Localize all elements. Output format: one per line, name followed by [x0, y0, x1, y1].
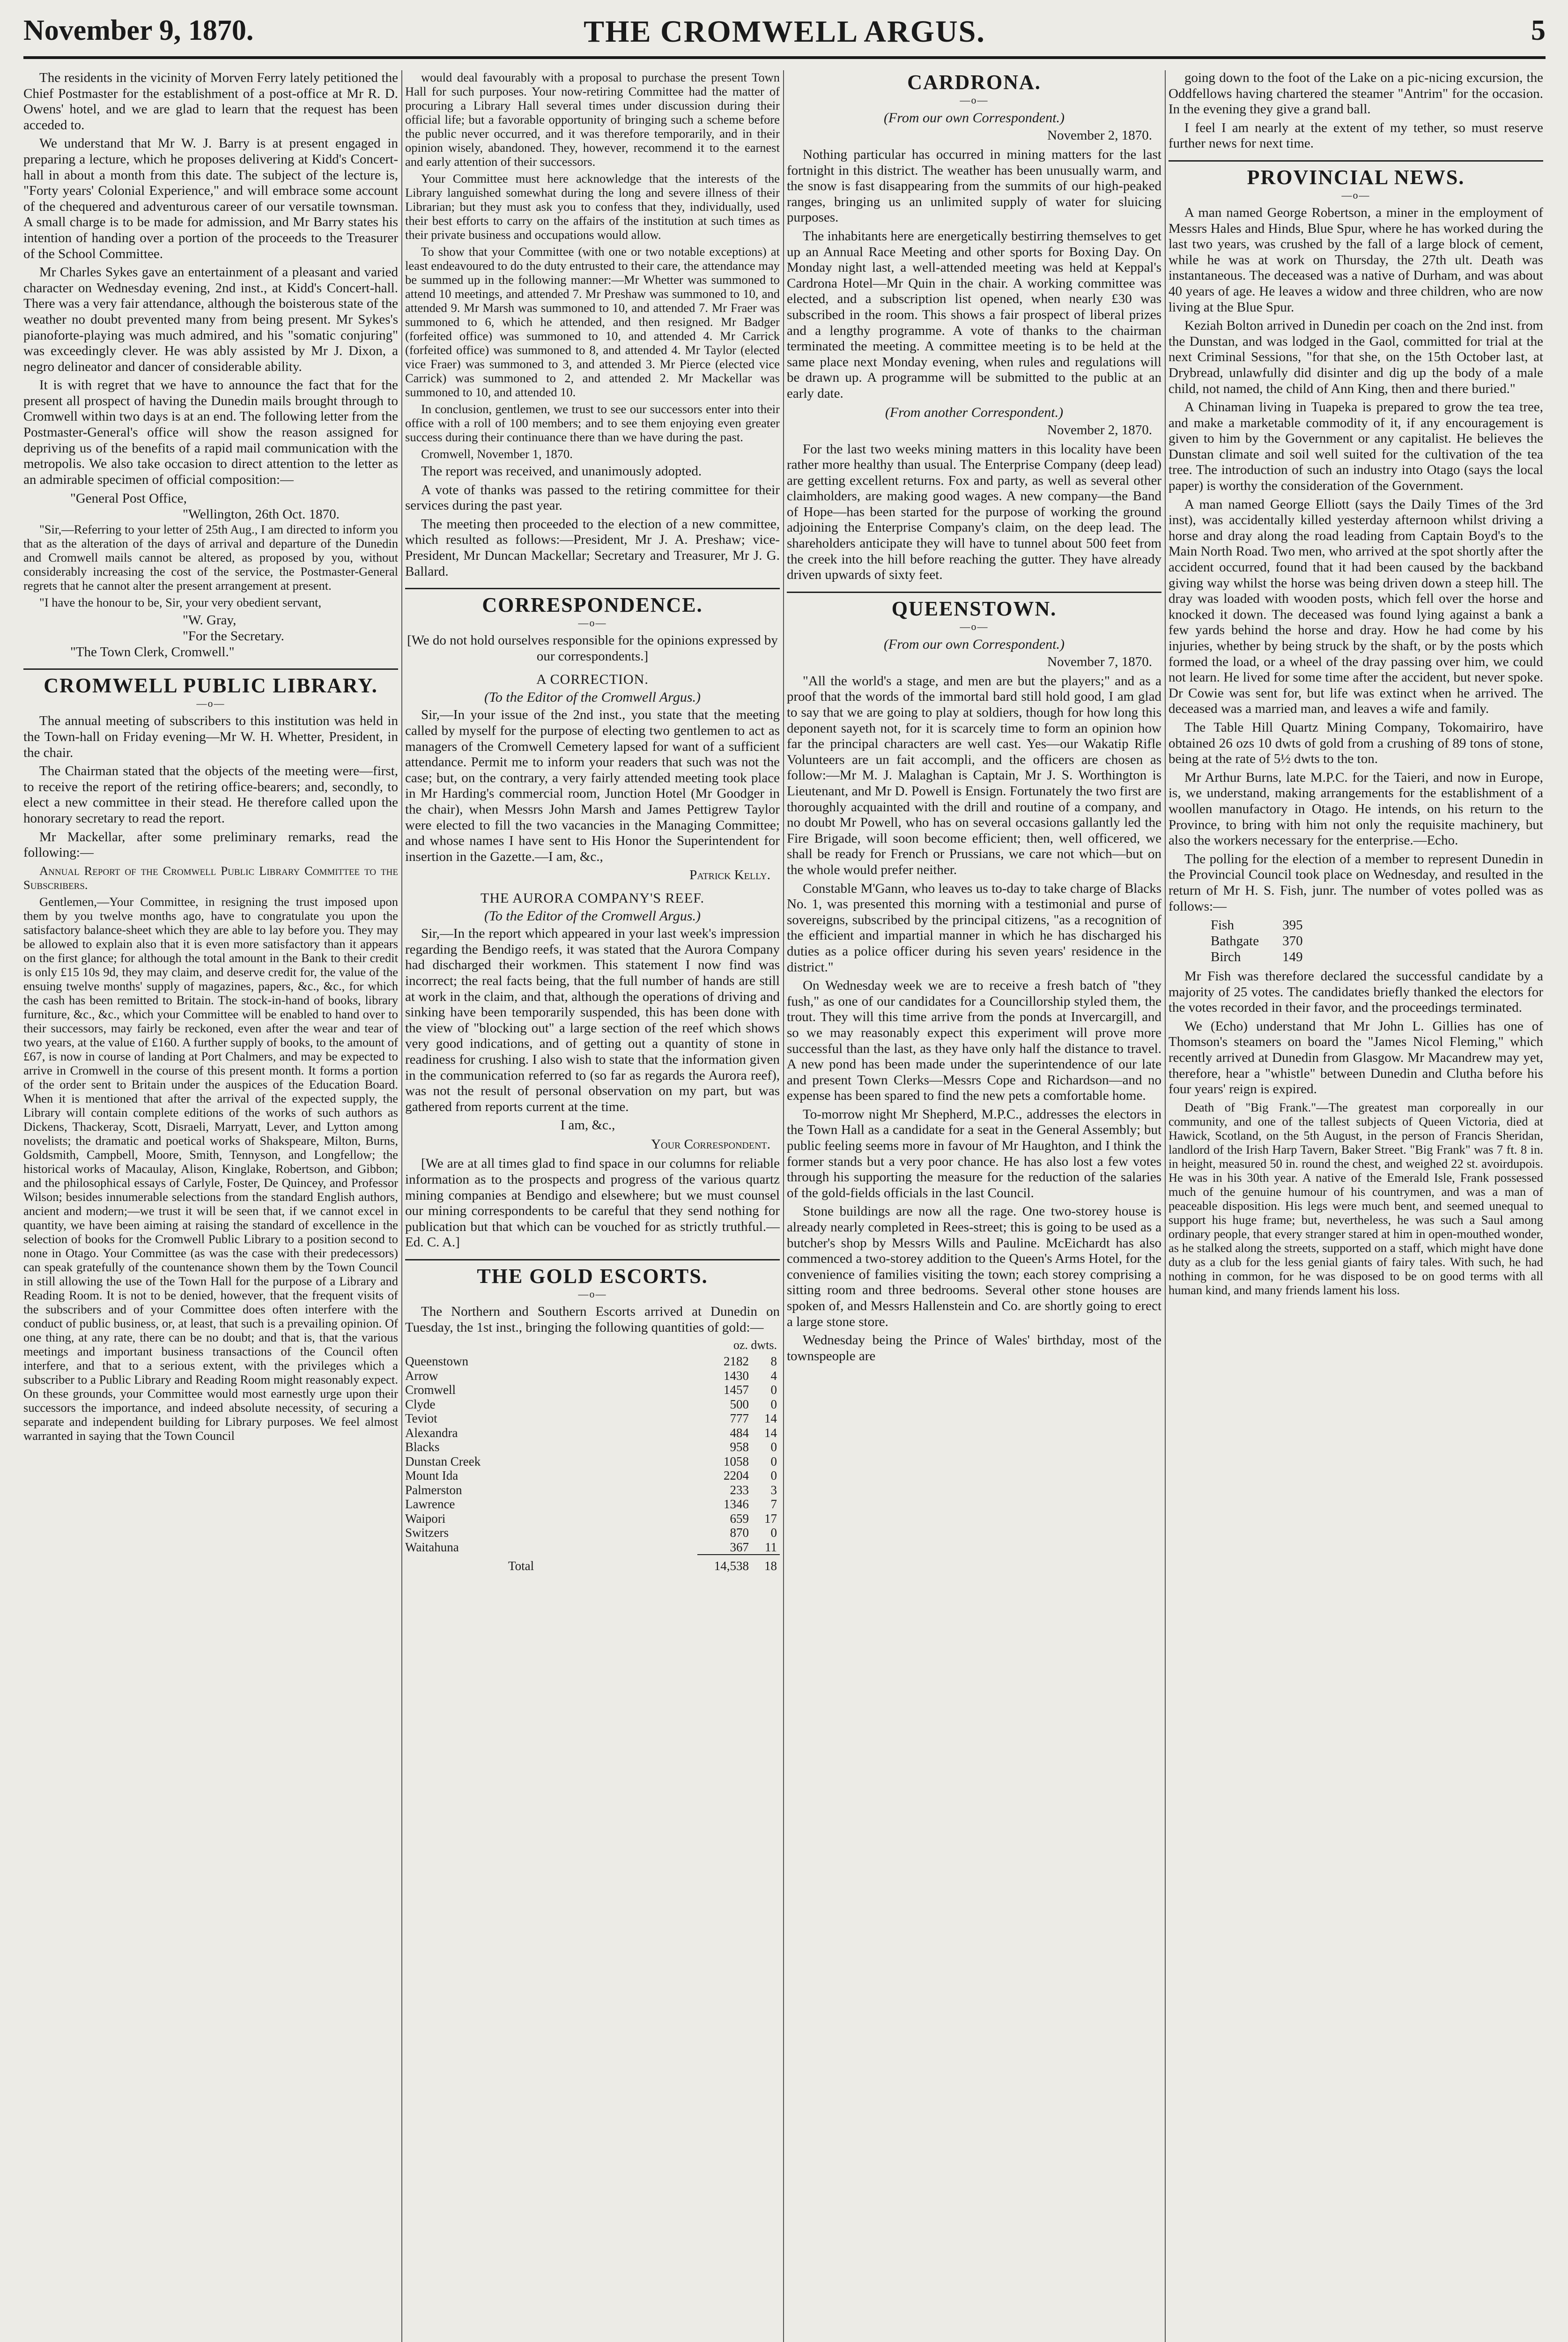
provincial-item: We (Echo) understand that Mr John L. Gillies has one of Thomson's steamers on board the "James Nicol Fleming," which recently arrived at Dunedin from Glasgow. Mr Macandrew may yet, therefore, hear a "whistle" between Dunedin and Clutha before his four years' reign is expired. [1169, 1018, 1543, 1097]
provincial-item: Mr Arthur Burns, late M.P.C. for the Taieri, and now in Europe, is, we understand, making arrangements for the establishment of a woollen manufactory in Otago. He intends, on his return to the Province, to bring with him not only the requisite machinery, but also the workers necessary for the enterprise.—Echo. [1169, 770, 1543, 848]
aurora-letter-body: Sir,—In the report which appeared in your last week's impression regarding the Bendigo reefs, it was stated that the Aurora Company had discharged their workmen. This statement I now find was incorrect; the real facts being, that the full number of hands are still at work in the claim, and that, although the operations of driving and sinking have been temporarily suspended, this has been done with the view of "blocking out" a large section of the reef which shows very good indications, and of getting out a quantity of stone in readiness for crushing. I also wish to state that the information given in the communication referred to (so far as regards the Aurora reef), was not the result of personal observation on my part, but was gathered from reports current at the time. [405, 926, 780, 1114]
cardrona-para: The inhabitants here are energetically bestirring themselves to get up an Annual Race Meeting and other sports for Boxing Day. On Monday night last, a well-attended meeting was held at Keppal's Cardrona Hotel—Mr Quin in the chair. A working committee was elected, and a subscription list opened, when nearly £30 was subscribed in the room. This shows a fair prospect of liberal prizes and a lengthy programme. A vote of thanks to the chairman terminated the meeting. A committee meeting is to be held at the same place next Monday evening, when rules and regulations will be drawn up. A programme will be submitted to the public at an early date. [787, 228, 1161, 401]
column-3 [787, 70, 1161, 2342]
votes-table [1206, 917, 1308, 965]
letter-title: A CORRECTION. [536, 672, 649, 688]
gold-escorts-heading: THE GOLD ESCORTS. [477, 1264, 708, 1288]
gold-place: Waipori [405, 1511, 446, 1526]
letter-signature: Your Correspondent. [651, 1137, 770, 1152]
gold-place: Cromwell [405, 1383, 456, 1397]
gold-total-row [405, 1555, 780, 1573]
library-report-body: Gentlemen,—Your Committee, in resigning the trust imposed upon them by you twelve months ago, have to congratulate you upon the satisfactory balance-sheet which they are able to lay before you. They may be allowed to explain also that it is even more satisfactory than it appears on the first glance; for although the total amount in the Bank to their credit is only £15 10s 9d, they may claim, and deserve credit for, the value of the ensuing twelve months' supply of magazines, papers, &c., &c., for which the cash has been remitted to Britain. The stock-in-hand of books, library furniture, &c., &c., which your Committee will be enabled to hand over to their successors, may fairly be reckoned, even after the wear and tear of two years, at the value of £160. A further supply of books, to the amount of £67, is now in course of landing at Port Chalmers, and may be expected to arrive in Cromwell in the course of this present month. It forms a portion of the order sent to Britain under the auspices of the Education Board. When it is mentioned that after the arrival of the expected supply, the Library will contain complete editions of the works of such authors as Dickens, Thackeray, Scott, Disraeli, Marryatt, Lever, and Lytton among novelists; the dramatic and poetical works of Shakspeare, Milton, Burns, Goldsmith, Campbell, Moore, Smith, Tennyson, and Longfellow; the historical works of Macaulay, Alison, Kinglake, Robertson, and Gibbon; and the philosophical essays of Carlyle, Foster, De Quincey, and Professor Wilson; besides innumerable selections from the standard English authors, ancient and modern;—we trust it will be seen that, if we cannot excel in quantity, we have been aiming at raising the standard of excellence in the selection of books for the Cromwell Public Library to a position second to none in Otago. Your Committee (as was the case with their predecessors) can speak gratefully of the countenance shown them by the Town Council in still allowing the use of the Town Hall for the purpose of a Library and Reading Room. It is not to be denied, however, that the frequent visits of the subscribers and of your Committee does often interfere with the conduct of public business, or, at least, that such is a prevailing opinion. Of one thing, at any rate, there can be no doubt; and that is, that the various meetings and important business transactions of the Council often interfere, and that to a serious extent, with the privileges which a subscriber to a Public Library and Reading Room might reasonably expect. On these grounds, your Committee would most earnestly urge upon their successors the importance, and indeed absolute necessity, of securing a separate and independent building for Library purposes. We feel almost warranted in saying that the Town Council [23, 894, 398, 1443]
gold-place: Mount Ida [405, 1468, 459, 1483]
gold-place: Waitahuna [405, 1540, 459, 1555]
dateline: November 2, 1870. [1047, 128, 1152, 143]
gold-row [405, 1468, 780, 1483]
section-rule [787, 592, 1161, 593]
queenstown-para: On Wednesday week we are to receive a fresh batch of "they fush," as one of our candidates for a Councillorship styled them, the trout. They will this time arrive from the ponds at Invercargill, and so we may reasonably expect this experiment will prove more successful than the last, as they have only half the distance to travel. A new pond has been made under the superintendence of our late and present Town Clerks—Messrs Cope and Richardson—and no expense has been spared to find the new pets a comfortable home. [787, 978, 1161, 1104]
letter-close: "I have the honour to be, Sir, your very obedient servant, [39, 595, 322, 610]
library-para: The Chairman stated that the objects of the meeting were—first, to receive the report of the retiring office-bearers; and, secondly, to elect a new committee in their stead. He therefore called upon the honorary secretary to read the report. [23, 763, 398, 826]
meeting-para: The meeting then proceeded to the election of a new committee, which resulted as follows:—President, Mr J. A. Preshaw; vice-President, Mr Duncan Mackellar; Secretary and Treasurer, Mr J. G. Ballard. [405, 516, 780, 579]
letter-addressee: (To the Editor of the Cromwell Argus.) [484, 908, 701, 924]
queenstown-para: To-morrow night Mr Shepherd, M.P.C., addresses the electors in the Town Hall as a candidate for a seat in the General Assembly; but public feeling seems more in favour of Mr Haughton, and I think the former stands but a very poor chance. He has also lost a few votes through his supporting the measure for the reduction of the salaries of the gold-fields officials in the last Council. [787, 1106, 1161, 1201]
queenstown-para: Constable M'Gann, who leaves us to-day to take charge of Blacks No. 1, was presented this morning with a testimonial and purse of sovereigns, subscribed by the principal citizens, "as a recognition of the efficient and impartial manner in which he has discharged his duties as a police officer during his seven years' residence in the district." [787, 881, 1161, 975]
letter-date-line: "Wellington, 26th Oct. 1870. [183, 507, 340, 522]
issue-date: November 9, 1870. [23, 15, 254, 46]
gold-oz: 659 [730, 1511, 749, 1526]
correction-letter-body: Sir,—In your issue of the 2nd inst., you state that the meeting called by myself for the purpose of electing two gentlemen to act as managers of the Cromwell Cemetery lapsed for want of a sufficient attendance. Permit me to inform your readers that such was not the case; but, on the contrary, a very fairly attended meeting took place in Mr Harding's commercial room, Junction Hotel (Mr Goodger in the chair), when Messrs John Marsh and James Pettigrew Taylor were elected to fill the two vacancies in the Managing Committee; and whose names I have sent to His Honor the Superintendent for insertion in the Gazette.—I am, &c., [405, 707, 780, 864]
gold-oz: 233 [730, 1482, 749, 1497]
correspondent-line: (From another Correspondent.) [885, 404, 1064, 420]
page-number: 5 [1531, 15, 1546, 46]
column-divider [783, 70, 784, 2342]
article-barry-lecture: We understand that Mr W. J. Barry is at present engaged in preparing a lecture, which he proposes delivering at Kidd's Concert-hall in about a month from this date. The subject of the lecture is, "Forty years' Colonial Experience," and will embrace some account of the chequered and adventurous career of our versatile townsman. A small charge is to be made for admission, and Mr Barry states his intention of handing over a portion of the proceeds to the Treasurer of the School Committee. [23, 136, 398, 261]
gold-row [405, 1540, 780, 1555]
gold-oz: 1058 [724, 1454, 749, 1468]
candidate-name: Fish [1211, 918, 1234, 933]
gold-dwts: 7 [770, 1497, 777, 1512]
article-sykes-entertainment: Mr Charles Sykes gave an entertainment of a pleasant and varied character on Wednesday evening, 2nd inst., at Kidd's Concert-hall. There was a very fair attendance, although the boisterous state of the weather no doubt prevented many from being present. Mr Sykes's pianoforte-playing was much admired, and his "somatic conjuring" was exceedingly clever. He was ably assisted by Mr J. Dixon, a negro delineator and dancer of considerable ability. [23, 265, 398, 374]
gold-row [405, 1440, 780, 1454]
gold-oz: 958 [730, 1440, 749, 1454]
gold-place: Lawrence [405, 1497, 455, 1512]
column-1 [23, 70, 398, 2342]
letter-addressee: "The Town Clerk, Cromwell." [70, 645, 235, 660]
library-heading: CROMWELL PUBLIC LIBRARY. [44, 674, 378, 697]
gold-row [405, 1512, 780, 1526]
ornament: —o— [1341, 189, 1370, 201]
letter-body: "Sir,—Referring to your letter of 25th Aug., I am directed to inform you that as the alteration of the days of arrival and departure of the Dunedin and Cromwell mails cannot be altered, as proposed by you, without considerably increasing the cost of the service, the Postmaster-General regrets that he cannot alter the present arrangement at present. [23, 522, 398, 593]
vote-row [1206, 917, 1308, 933]
letter-close: I am, &c., [560, 1118, 615, 1133]
gold-row [405, 1397, 780, 1412]
letter-signature: "W. Gray, [183, 613, 237, 628]
gold-oz: 1457 [724, 1383, 749, 1397]
ornament: —o— [578, 1288, 607, 1300]
provincial-item: A Chinaman living in Tuapeka is prepared to grow the tea tree, and make a marketable commodity of it, if any encouragement is given to him by the Government or any capitalist. He believes the Dunstan climate and soil well suited for the cultivation of the tea tree. The introduction of such an industry into Otago (says the local paper) is worthy the consideration of the Government. [1169, 400, 1543, 494]
queenstown-para: Stone buildings are now all the rage. One two-storey house is already nearly completed in Rees-street; this is going to be used as a butcher's shop by Messrs Wills and Pauline. McEichardt has also commenced a two-storey addition to the Queen's Arms Hotel, for the convenience of families visiting the town; each storey comprising a sitting room and three bedrooms. Several other stone houses are spoken of, and Messrs Hallenstein and Co. are shortly going to erect a large stone store. [787, 1204, 1161, 1329]
provincial-item: Mr Fish was therefore declared the successful candidate by a majority of 25 votes. The candidates briefly thanked the electors for the votes recorded in their favor, and the proceedings terminated. [1169, 969, 1543, 1015]
provincial-item: Keziah Bolton arrived in Dunedin per coach on the 2nd inst. from the Dunstan, and was lodged in the Gaol, committed for trial at the next Criminal Sessions, "for that she, on the 15th October last, at Drybread, unlawfully did disinter and dig up the body of a male child, not named, the child of Ann King, then and there buried." [1169, 318, 1543, 396]
column-divider [1165, 70, 1166, 2342]
gold-row [405, 1454, 780, 1469]
gold-table [405, 1354, 780, 1573]
queenstown-heading: QUEENSTOWN. [891, 597, 1057, 620]
ornament: —o— [578, 617, 607, 629]
letter-addressee: (To the Editor of the Cromwell Argus.) [484, 689, 701, 705]
gold-dwts: 0 [770, 1454, 777, 1468]
candidate-name: Bathgate [1211, 934, 1259, 949]
gold-place: Teviot [405, 1411, 437, 1426]
gold-oz: 777 [730, 1411, 749, 1426]
library-para: The annual meeting of subscribers to this institution was held in the Town-hall on Friday evening—Mr W. H. Whetter, President, in the chair. [23, 713, 398, 760]
queenstown-para: "All the world's a stage, and men are but the players;" and as a proof that the words of the immortal bard still hold good, I am glad to say that we are going to play at soldiers, though for how long this deponent sayeth not, for it is scarcely time to form an opinion how far the principal characters are well cast. Yes—our Wakatip Rifle Volunteers are un fait accompli, and the officers are chosen as follow:—Mr M. J. Malaghan is Captain, Mr J. S. Worthington is Lieutenant, and Mr D. Powell is Ensign. Fortunately the two first are thoroughly acquainted with the drill and routine of a company, and no doubt Mr Powell, who has on several occasions gallantly led the Fire Brigade, will soon become efficient; then, well officered, we shall be ready for French or Prussians, we care not which—but on the whole would prefer neither. [787, 673, 1161, 877]
provincial-item: A man named George Elliott (says the Daily Times of the 3rd inst), was accidentally killed yesterday afternoon whilst driving a horse and dray along the road leading from Captain Boyd's to the Main North Road. Two men, who arrived at the spot shortly after the accident occurred, found that it had been caused by the backband giving way whilst the horse was being driven down a steep hill. The dray was loaded with wooden posts, which fell over the horse and knocked it down. The deceased was found lying against a bank a few yards behind the horse and dray. How he had come by his injuries, whether by being struck by the shaft, or by the posts which formed the load, or a wheel of the dray passing over him, we could not learn. He lived for some time after the accident, but never spoke. Dr Cowie was sent for, but life was extinct when he arrived. The deceased was a married man, and leaves a wife and family. [1169, 497, 1543, 717]
gold-total-dwts: 18 [754, 1555, 780, 1573]
gold-dwts: 0 [770, 1397, 777, 1411]
section-rule [23, 668, 398, 670]
gold-dwts: 0 [770, 1383, 777, 1397]
gold-dwts: 0 [770, 1440, 777, 1454]
newspaper-title: THE CROMWELL ARGUS. [584, 15, 985, 49]
gold-units-header: oz. dwts. [733, 1338, 777, 1352]
dateline: November 7, 1870. [1047, 654, 1152, 669]
vote-row [1206, 949, 1308, 965]
gold-place: Alexandra [405, 1425, 458, 1440]
queenstown-para: Wednesday being the Prince of Wales' birthday, most of the townspeople are [787, 1333, 1161, 1364]
gold-dwts: 3 [770, 1482, 777, 1497]
article-dunedin-mails: It is with regret that we have to announce the fact that for the present all prospect of having the Dunedin mails brought through to Cromwell within two days is at an end. The following letter from the Postmaster-General's office will show the reason assigned for depriving us of the benefits of a rapid mail communication with the metropolis. We also take occasion to direct attention to the letter as an admirable specimen of official composition:— [23, 378, 398, 487]
gold-total-label: Total [508, 1558, 534, 1573]
letter-signature: Patrick Kelly. [689, 867, 770, 883]
provincial-item: The Table Hill Quartz Mining Company, Tokomairiro, have obtained 26 ozs 10 dwts of gold from a crushing of 89 tons of stone, being at the rate of 5½ dwts to the ton. [1169, 719, 1543, 767]
gold-oz: 1346 [724, 1497, 749, 1512]
gold-dwts: 0 [770, 1526, 777, 1540]
provincial-news-heading: PROVINCIAL NEWS. [1247, 165, 1465, 189]
gold-oz: 2182 [724, 1354, 749, 1369]
report-continued: Your Committee must here acknowledge that the interests of the Library languished somewhat during the long and severe illness of their Librarian; but they must ask you to confess that they, individually, used their best efforts to carry on the affairs of the institution at such times as their private business and occupations would allow. [405, 171, 780, 242]
gold-dwts: 0 [770, 1468, 777, 1483]
cardrona-heading: CARDRONA. [907, 71, 1041, 94]
gold-row [405, 1369, 780, 1383]
section-rule [405, 588, 780, 589]
provincial-item: A man named George Robertson, a miner in the employment of Messrs Hales and Hinds, Blue Spur, where he has worked during the last two years, was crushed by the fall of a large block of cement, while he was at work on Thursday, the 27th ult. Death was instantaneous. The deceased was a native of Durham, and was about 40 years of age. He leaves a widow and three children, who are now living at the Blue Spur. [1169, 205, 1543, 315]
gold-row [405, 1426, 780, 1440]
gold-row [405, 1483, 780, 1497]
report-continued: would deal favourably with a proposal to purchase the present Town Hall for such purposes. Your now-retiring Committee had the matter of procuring a Library Hall several times under discussion during their official life; but a favorable opportunity of bringing such a scheme before the public never occurred, and it was therefore temporarily, and in their opinion wisely, abandoned. They, however, recommend it to the earnest and early attention of their successors. [405, 70, 780, 169]
gold-oz: 1430 [724, 1368, 749, 1383]
ornament: —o— [960, 620, 989, 632]
library-para: Mr Mackellar, after some preliminary remarks, read the following:— [23, 829, 398, 860]
gold-dwts: 17 [764, 1511, 777, 1526]
gold-intro: The Northern and Southern Escorts arrived at Dunedin on Tuesday, the 1st inst., bringing the following quantities of gold:— [405, 1304, 780, 1335]
letter-signature-role: "For the Secretary. [183, 629, 284, 644]
gold-oz: 500 [730, 1397, 749, 1411]
correspondent-line: (From our own Correspondent.) [883, 110, 1065, 126]
gold-oz: 2204 [724, 1468, 749, 1483]
candidate-name: Birch [1211, 949, 1241, 965]
report-conclusion: In conclusion, gentlemen, we trust to see our successors enter into their office with a roll of 100 members; and to see them enjoying even greater success during their continuance there than we have during the past. [405, 402, 780, 444]
gold-oz: 367 [730, 1540, 749, 1554]
library-report-title: Annual Report of the Cromwell Public Library Committee to the Subscribers. [23, 863, 398, 892]
letter-title: THE AURORA COMPANY'S REEF. [481, 890, 704, 906]
gold-place: Blacks [405, 1440, 440, 1454]
correspondent-line: (From our own Correspondent.) [883, 636, 1065, 652]
report-attendance: To show that your Committee (with one or two notable exceptions) at least endeavoured to do the duty entrusted to their care, the attendance may be summed up in the following manner:—Mr Whetter was summoned to attend 10 meetings, and attended 7. Mr Preshaw was summoned to 10, and attended 9. Mr Marsh was summoned to 10, and attended 7. Mr Fraer was summoned to 6, which he attended, and then resigned. Mr Badger (forfeited office) was summoned to 10, and attended 4. Mr Carrick (forfeited office) was summoned to 8, and attended 4. Mr Taylor (elected vice Fraer) was summoned to 3, and attended 3. Mr Pierce (elected vice Carrick) was summoned to 2, and attended 2. Mr Mackellar was summoned to 10, and attended 10. [405, 245, 780, 399]
vote-row [1206, 933, 1308, 949]
gold-place: Palmerston [405, 1482, 462, 1497]
gold-dwts: 14 [764, 1411, 777, 1426]
dateline: November 2, 1870. [1047, 422, 1152, 437]
meeting-para: A vote of thanks was passed to the retiring committee for their services during the past year. [405, 482, 780, 513]
correspondence-heading: CORRESPONDENCE. [482, 593, 703, 617]
ornament: —o— [196, 697, 225, 710]
gold-place: Queenstown [405, 1354, 468, 1369]
queenstown-continued: I feel I am nearly at the extent of my tether, so must reserve further news for next time. [1169, 120, 1543, 151]
gold-dwts: 11 [765, 1540, 777, 1554]
section-rule [1169, 160, 1543, 162]
cardrona-para: For the last two weeks mining matters in this locality have been rather more healthy than usual. The Enterprise Company (deep lead) are getting excellent returns. Fox and party, as well as several other claimholders, are making good wages. A new company—the Band of Hope—has been started for the purpose of working the ground adjoining the Enterprise Company's claim, on the deep lead. The shareholders anticipate they will have to tunnel about 500 feet from the creek into the hill before reaching the gutter. They have already driven upwards of sixty feet. [787, 441, 1161, 583]
gold-place: Clyde [405, 1397, 436, 1411]
gold-dwts: 8 [770, 1354, 777, 1369]
editor-note: [We are at all times glad to find space in our columns for reliable information as to the prospects and progress of the various quartz mining companies at Bendigo and elsewhere; but we must counsel our mining correspondents to be careful that they send nothing for publication but that which can be vouched for as strictly truthful.—Ed. C. A.] [405, 1156, 780, 1250]
meeting-para: The report was received, and unanimously adopted. [421, 464, 702, 479]
gold-row [405, 1497, 780, 1512]
gold-place: Switzers [405, 1526, 449, 1540]
ornament: —o— [960, 94, 989, 106]
gold-row [405, 1354, 780, 1369]
letter-heading-line: "General Post Office, [70, 491, 187, 506]
vote-count: 149 [1282, 949, 1303, 965]
gold-row [405, 1526, 780, 1540]
correspondence-notice: [We do not hold ourselves responsible for the opinions expressed by our correspondents.] [407, 633, 778, 664]
gold-row [405, 1411, 780, 1426]
gold-total-oz: 14,538 [697, 1555, 754, 1573]
gold-dwts: 14 [764, 1425, 777, 1440]
queenstown-continued: going down to the foot of the Lake on a pic-nicing excursion, the Oddfellows having chartered the steamer "Antrim" for the occasion. In the evening they give a grand ball. [1169, 70, 1543, 117]
masthead-rule [23, 56, 1546, 59]
gold-place: Arrow [405, 1368, 438, 1383]
gold-dwts: 4 [770, 1368, 777, 1383]
cardrona-para: Nothing particular has occurred in mining matters for the last fortnight in this district. The weather has been unusually warm, and the snow is fast disappearing from the summits of our high-peaked ranges, bringing us an unlimited supply of water for sluicing purposes. [787, 147, 1161, 225]
gold-oz: 484 [730, 1425, 749, 1440]
article-morven-ferry: The residents in the vicinity of Morven Ferry lately petitioned the Chief Postmaster for the establishment of a post-office at Mr R. D. Owens' hotel, and we are glad to learn that the request has been acceded to. [23, 70, 398, 133]
column-2 [405, 70, 780, 2342]
report-date: Cromwell, November 1, 1870. [421, 447, 573, 461]
gold-place: Dunstan Creek [405, 1454, 481, 1468]
column-divider [401, 70, 402, 2342]
big-frank-note: Death of "Big Frank."—The greatest man corporeally in our community, and one of the tallest subjects of Queen Victoria, died at Hawick, Scotland, on the 5th August, in the person of Francis Sheridan, landlord of the Irish Harp Tavern, Baker Street. "Big Frank" was 7 ft. 8 in. in height, measured 50 in. round the chest, and weighed 22 st. avoirdupois. He was in his 30th year. A native of the Emerald Isle, Frank possessed much of the genuine humour of his countrymen, and was a man of peaceable disposition. His legs were much bent, and seemed unequal to support his huge frame; but, nevertheless, he was such a Saul among ordinary people, that every stranger stared at him in open-mouthed wonder, as he stalked along the streets, supported on a staff, which might have done duty as a club for the less genial giants of fairy tales. With such, he had nothing in common, for he was disposed to be on good terms with all human kind, and many friends lament his loss. [1169, 1100, 1543, 1297]
vote-count: 395 [1282, 918, 1303, 933]
section-rule [405, 1259, 780, 1260]
provincial-item: The polling for the election of a member to represent Dunedin in the Provincial Council took place on Wednesday, and resulted in the return of Mr H. S. Fish, junr. The number of votes polled was as follows:— [1169, 851, 1543, 914]
column-4 [1169, 70, 1543, 2342]
vote-count: 370 [1282, 934, 1303, 949]
masthead [23, 14, 1546, 52]
gold-row [405, 1383, 780, 1397]
gold-oz: 870 [730, 1526, 749, 1540]
